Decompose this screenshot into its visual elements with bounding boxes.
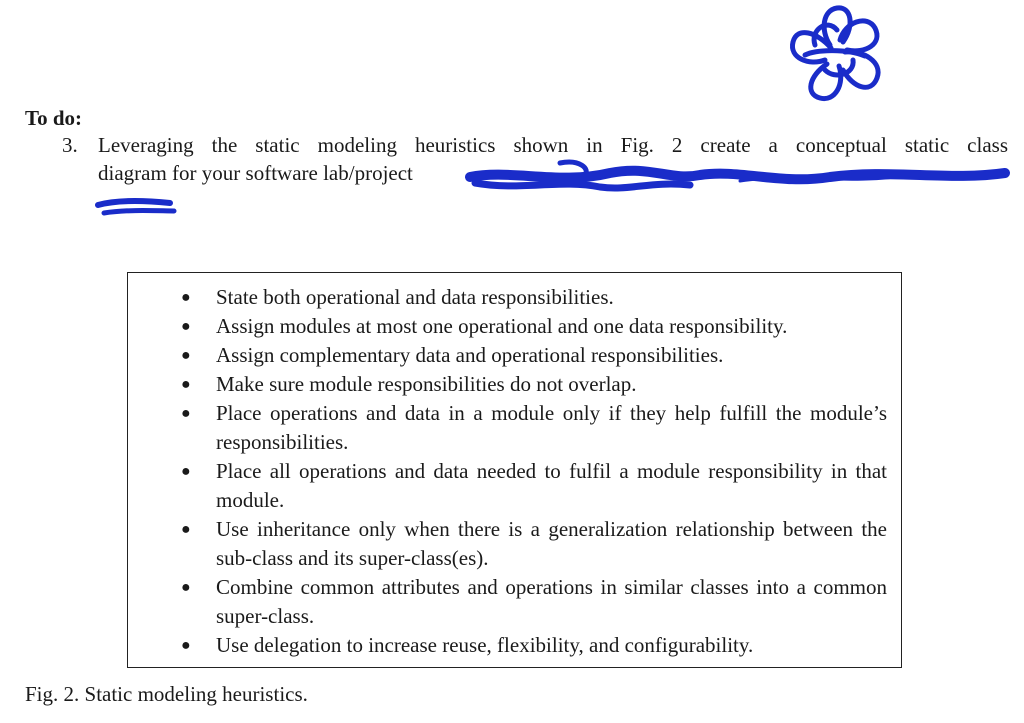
heuristic-item: ● Place all operations and data needed to fulfil a module responsibility in that module. — [181, 459, 887, 512]
bullet-icon: ● — [181, 405, 191, 422]
todo-heading: To do: — [25, 106, 83, 130]
bullet-icon: ● — [181, 289, 191, 306]
task-number: 3. — [62, 133, 78, 157]
bullet-icon: ● — [181, 376, 191, 393]
bullet-icon: ● — [181, 579, 191, 596]
heuristic-item: ● Make sure module responsibilities do not overlap. — [128, 370, 887, 399]
bullet-icon: ● — [181, 521, 191, 538]
heuristic-item: ● State both operational and data responsibilities. — [128, 283, 887, 312]
heuristic-item: ● Use inheritance only when there is a generalization relationship between the sub-class and its super-class(es). — [181, 517, 887, 570]
redaction-scribble — [90, 155, 1020, 225]
heuristic-item: ● Assign complementary data and operational responsibilities. — [128, 341, 887, 370]
heuristic-item: ● Assign modules at most one operational and one data responsibility. — [128, 312, 887, 341]
heuristics-list — [128, 273, 901, 660]
heuristic-item: ● Use delegation to increase reuse, flexibility, and configurability. — [128, 631, 887, 660]
flower-doodle-icon — [775, 0, 895, 110]
task-text-line1: Leveraging the static modeling heuristics shown in Fig. 2 create a conceptual static class — [98, 133, 1008, 157]
heuristic-item: ● Combine common attributes and operations in similar classes into a common super-class. — [181, 575, 887, 628]
bullet-icon: ● — [181, 463, 191, 480]
bullet-icon: ● — [181, 347, 191, 364]
heuristic-item: ● Place operations and data in a module only if they help fulfill the module’s responsibilities. — [181, 401, 887, 454]
heuristics-box — [127, 272, 902, 668]
bullet-icon: ● — [181, 637, 191, 654]
task-text-line2: diagram for your software lab/project — [98, 161, 413, 185]
figure-caption: Fig. 2. Static modeling heuristics. — [25, 682, 308, 706]
bullet-icon: ● — [181, 318, 191, 335]
